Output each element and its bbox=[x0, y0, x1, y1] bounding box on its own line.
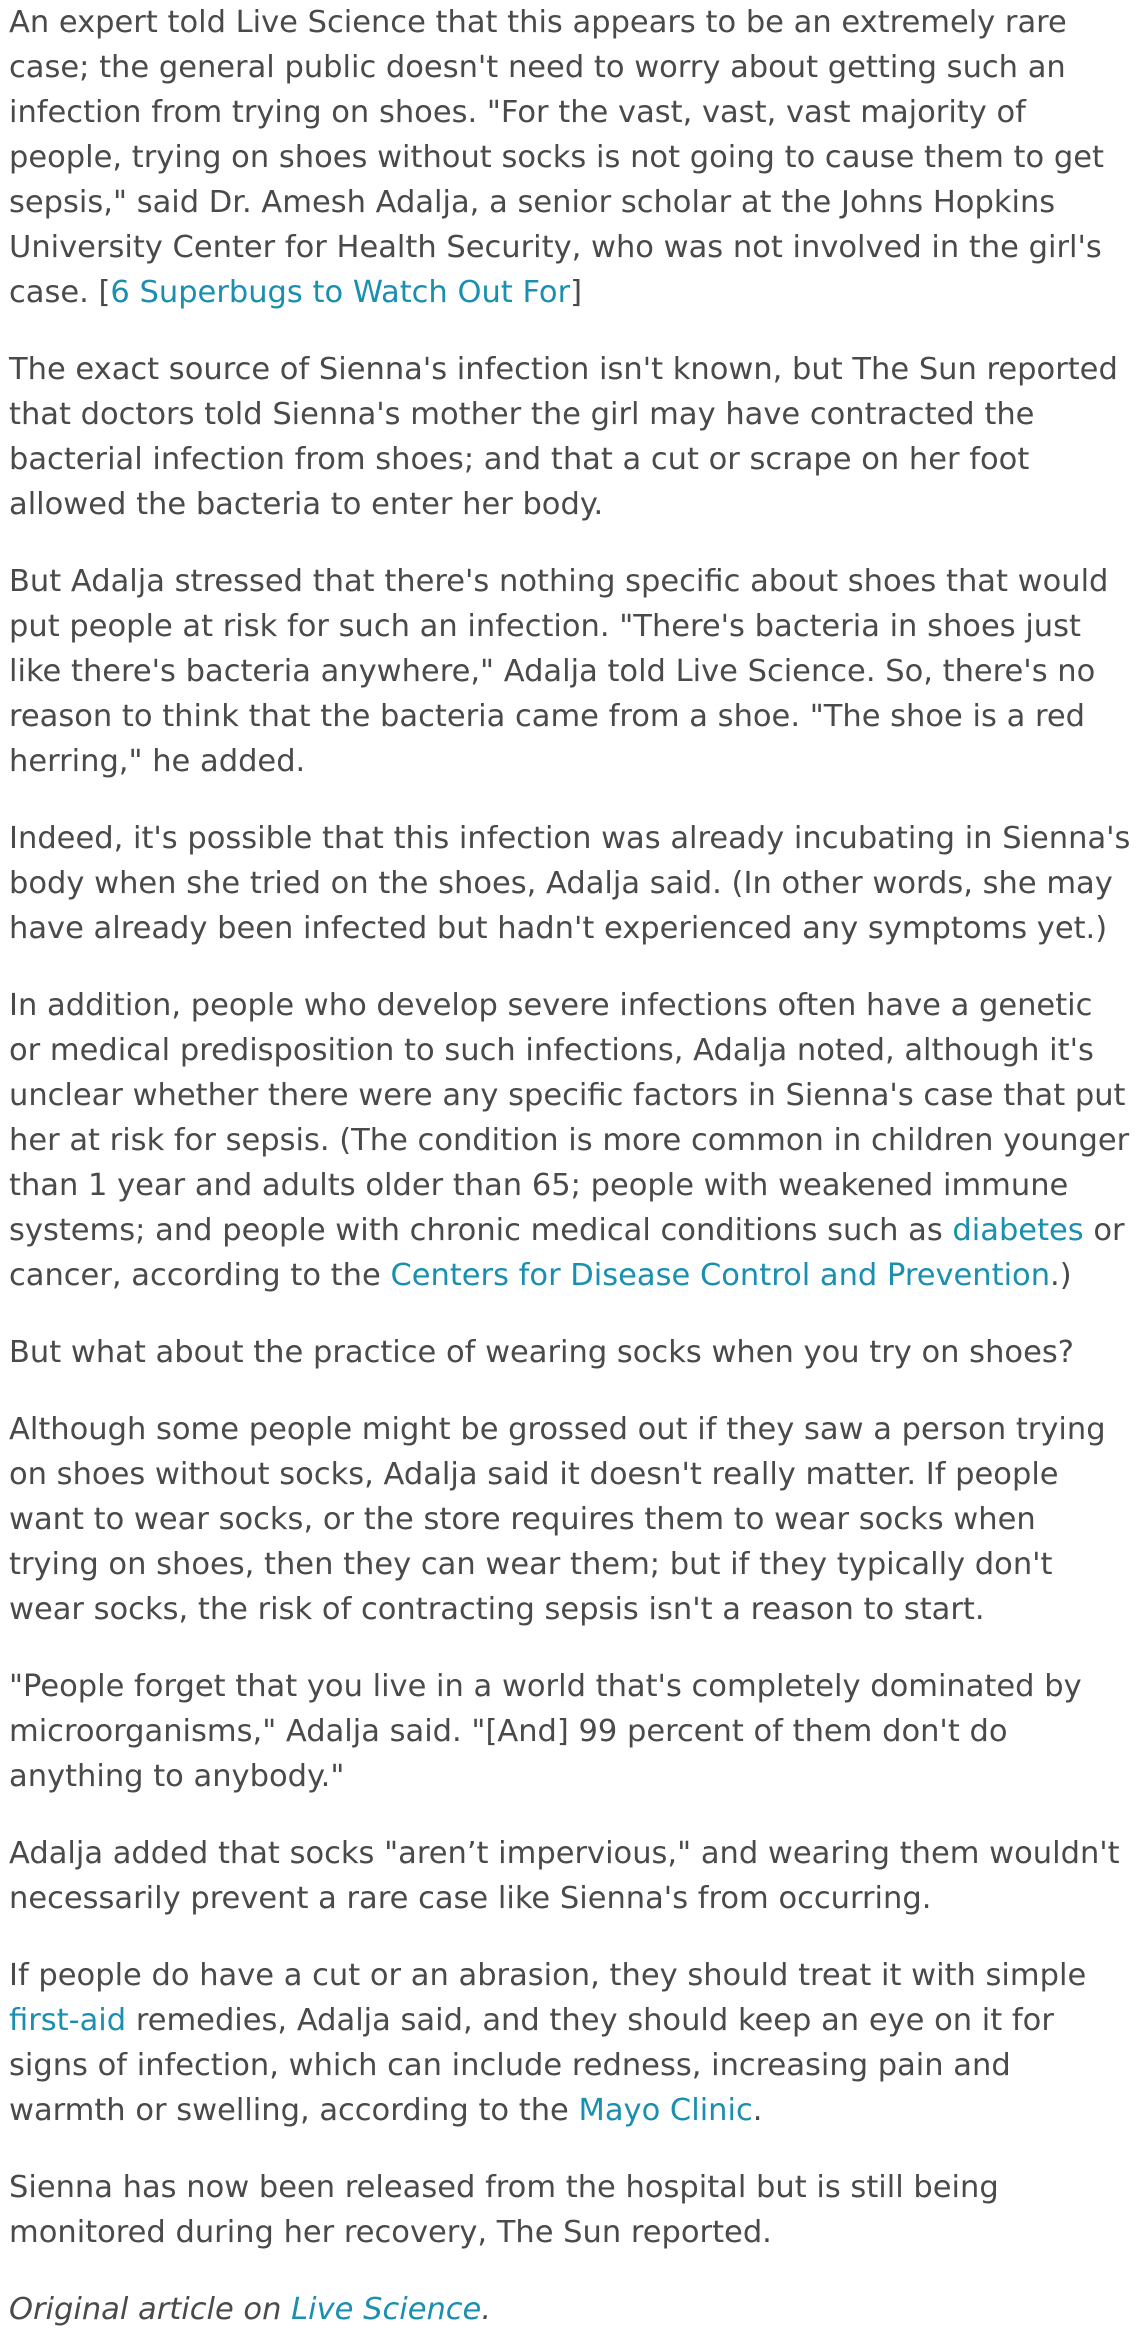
paragraph-text: ] bbox=[570, 275, 583, 310]
paragraph-text: If people do have a cut or an abrasion, they should treat it with simple bbox=[9, 1958, 1087, 1993]
paragraph-socks-not-impervious: Adalja added that socks "aren’t impervious," and wearing them wouldn't necessarily prevent a rare case like Sienna's from occurring. bbox=[9, 1836, 1120, 1916]
paragraph-recovery: Sienna has now been released from the hospital but is still being monitored during her recovery, The Sun reported. bbox=[9, 2170, 999, 2250]
link-mayo-clinic[interactable]: Mayo Clinic bbox=[578, 2093, 753, 2128]
paragraph-expert-opinion bbox=[9, 0, 1132, 315]
link-live-science[interactable]: Live Science bbox=[291, 2292, 482, 2327]
paragraph-incubating: Indeed, it's possible that this infection was already incubating in Sienna's body when she tried on the shoes, Adalja said. (In other words, she may have already been infected but hadn't experienced any symptoms yet.) bbox=[9, 821, 1131, 946]
paragraph-text: .) bbox=[1050, 1258, 1072, 1293]
paragraph-first-aid bbox=[9, 1953, 1132, 2133]
article-source-footer bbox=[9, 2287, 1132, 2332]
paragraph-socks-dont-matter: Although some people might be grossed out if they saw a person trying on shoes without socks, Adalja said it doesn't really matter. If people want to wear socks, or the store requires them to wear socks when trying on shoes, then they can wear them; but if they typically don't wear socks, the risk of contracting sepsis isn't a reason to start. bbox=[9, 1412, 1106, 1627]
paragraph-text: . bbox=[752, 2093, 763, 2128]
link-diabetes[interactable]: diabetes bbox=[952, 1213, 1084, 1248]
paragraph-text: remedies, Adalja said, and they should keep an eye on it for signs of infection, which can include redness, increasing pain and warmth or swelling, according to the bbox=[9, 2003, 1054, 2128]
link-superbugs[interactable]: 6 Superbugs to Watch Out For bbox=[110, 275, 571, 310]
paragraph-predisposition bbox=[9, 983, 1132, 1298]
paragraph-text: In addition, people who develop severe infections often have a genetic or medical predisposition to such infections, Adalja noted, although it's unclear whether there were any specific factors in Sienna's case that put her at risk for sepsis. (The condition is more common in children younger than 1 year and adults older than 65; people with weakened immune systems; and people with chronic medical conditions such as bbox=[9, 988, 1130, 1248]
paragraph-text: An expert told Live Science that this appears to be an extremely rare case; the general public doesn't need to worry about getting such an infection from trying on shoes. "For the vast, vast, vast majority of people, trying on shoes without socks is not going to cause them to get sepsis," said Dr. Amesh Adalja, a senior scholar at the Johns Hopkins University Center for Health Security, who was not involved in the girl's case. [ bbox=[9, 5, 1104, 310]
paragraph-text: or cancer, according to the bbox=[9, 1213, 1125, 1293]
link-first-aid[interactable]: first-aid bbox=[9, 2003, 127, 2038]
paragraph-shoes-red-herring: But Adalja stressed that there's nothing specific about shoes that would put people at risk for such an infection. "There's bacteria in shoes just like there's bacteria anywhere," Adalja told Live Science. So, there's no reason to think that the bacteria came from a shoe. "The shoe is a red herring," he added. bbox=[9, 564, 1109, 779]
paragraph-infection-source: The exact source of Sienna's infection isn't known, but The Sun reported that doctors told Sienna's mother the girl may have contracted the bacterial infection from shoes; and that a cut or scrape on her foot allowed the bacteria to enter her body. bbox=[9, 352, 1118, 522]
footer-text: . bbox=[481, 2292, 492, 2327]
paragraph-socks-question: But what about the practice of wearing socks when you try on shoes? bbox=[9, 1335, 1074, 1370]
footer-text: Original article on bbox=[9, 2292, 292, 2327]
paragraph-microorganisms-quote: "People forget that you live in a world that's completely dominated by microorganisms," Adalja said. "[And] 99 percent of them don't do anything to anybody." bbox=[9, 1669, 1082, 1794]
link-cdc[interactable]: Centers for Disease Control and Prevention bbox=[390, 1258, 1051, 1293]
